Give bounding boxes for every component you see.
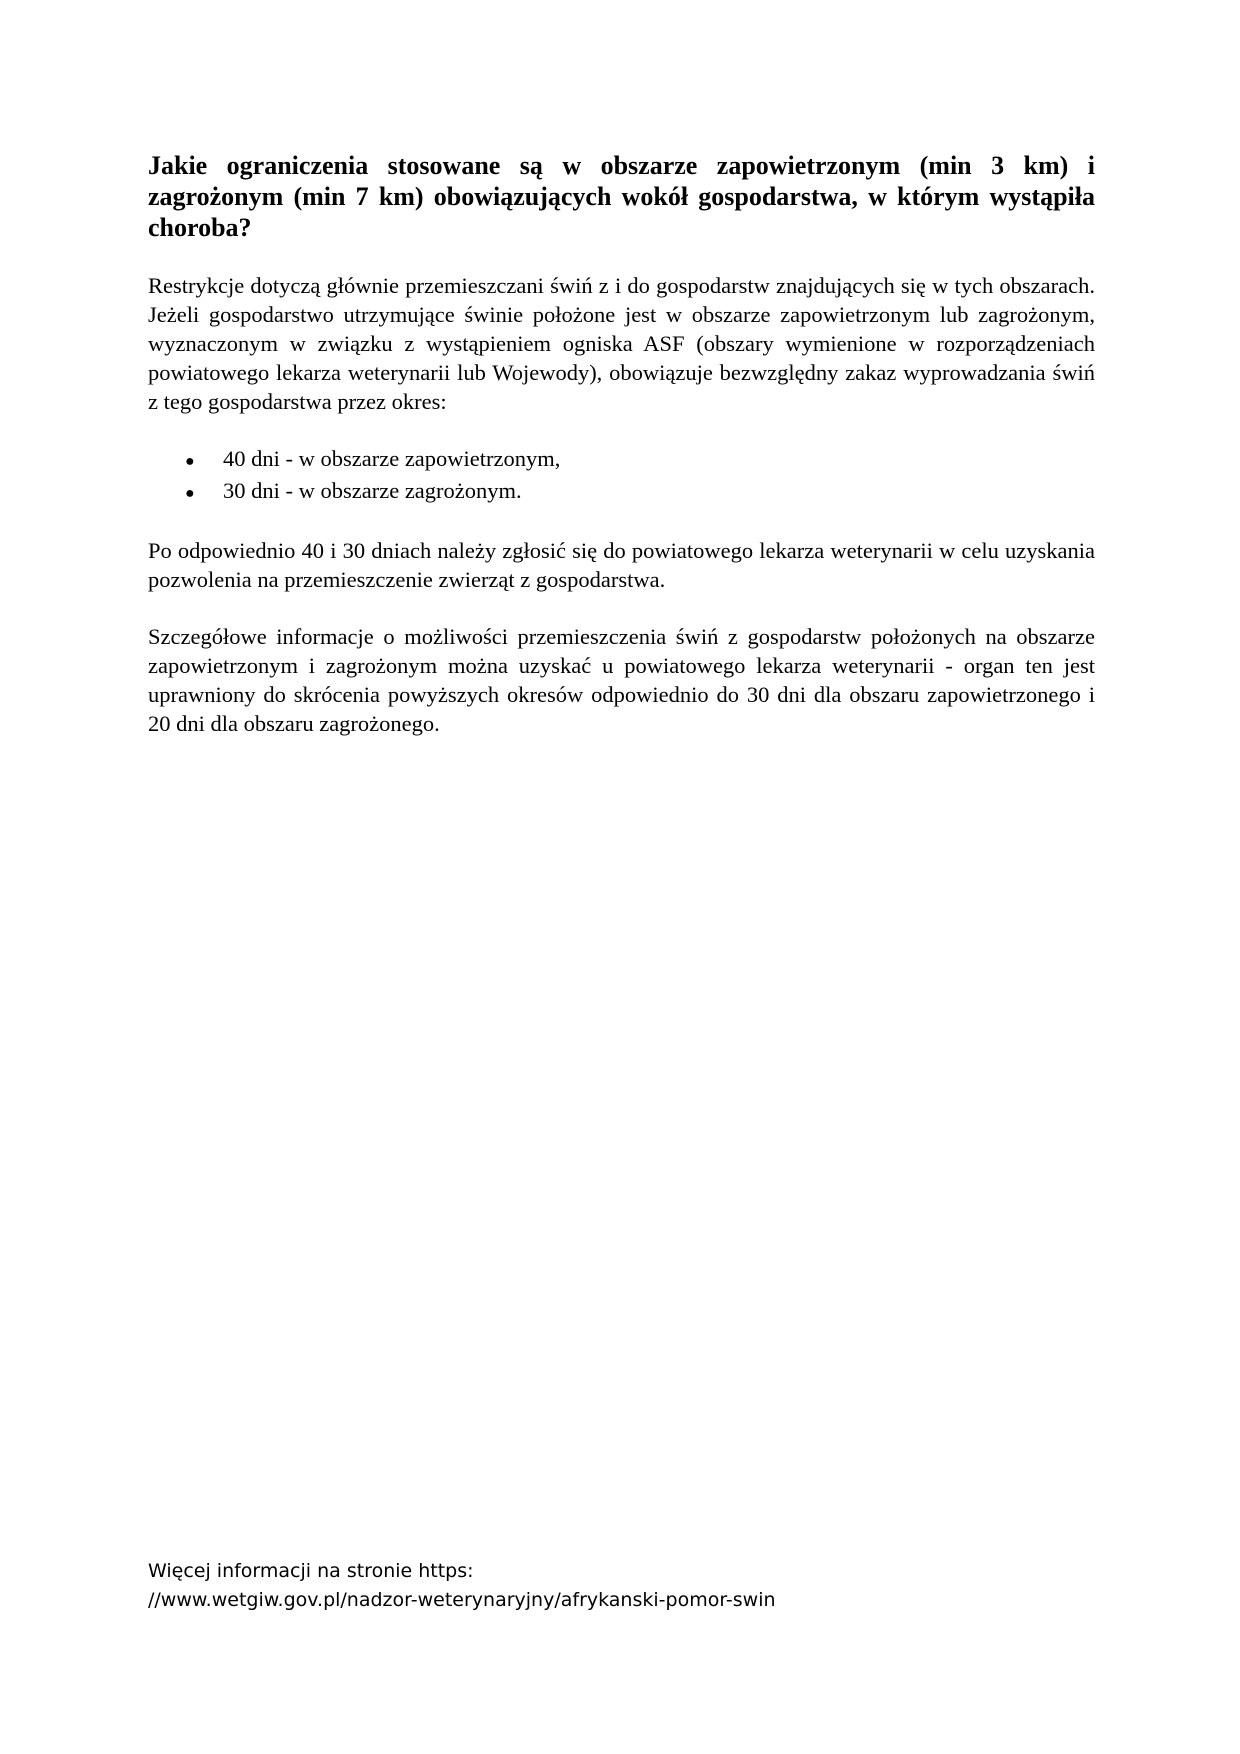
bullet-icon: ●: [185, 453, 195, 470]
footer-info: [148, 1557, 1048, 1615]
footer-line: Więcej informacji na stronie https:: [148, 1560, 474, 1582]
bullet-icon: ●: [185, 485, 195, 502]
list-item: [148, 476, 1095, 508]
list-item-text: 30 dni - w obszarze zagrożonym.: [223, 478, 522, 503]
list-item-text: 40 dni - w obszarze zapowietrzonym,: [223, 446, 561, 471]
document-body: [148, 150, 1095, 738]
restriction-periods-list: [148, 444, 1095, 508]
permission-paragraph: Po odpowiednio 40 i 30 dniach należy zgłosić się do powiatowego lekarza weterynarii w celu uzyskania pozwolenia na przemieszczenie zwierząt z gospodarstwa.: [148, 538, 1095, 592]
restrictions-paragraph: Restrykcje dotyczą głównie przemieszczani świń z i do gospodarstw znajdujących się w tych obszarach. Jeżeli gospodarstwo utrzymujące świnie położone jest w obszarze zapowietrzonym lub zagrożonym, wyznaczonym w związku z wystąpieniem ogniska ASF (obszary wymienione w rozporządzeniach powiatowego lekarza weterynarii lub Wojewody), obowiązuje bezwzględny zakaz wyprowadzania świń z tego gospodarstwa przez okres:: [148, 273, 1095, 414]
list-item: [148, 444, 1095, 476]
details-paragraph: Szczegółowe informacje o możliwości przemieszczenia świń z gospodarstw położonych na obszarze zapowietrzonym i zagrożonym można uzyskać u powiatowego lekarza weterynarii - organ ten jest uprawniony do skrócenia powyższych okresów odpowiednio do 30 dni dla obszaru zapowietrzonego i 20 dni dla obszaru zagrożonego.: [148, 624, 1095, 736]
document-heading: Jakie ograniczenia stosowane są w obszarze zapowietrzonym (min 3 km) i zagrożonym (min 7 km) obowiązujących wokół gospodarstwa, w którym wystąpiła choroba?: [148, 151, 1095, 242]
footer-url: //www.wetgiw.gov.pl/nadzor-weterynaryjny/afrykanski-pomor-swin: [148, 1589, 776, 1611]
